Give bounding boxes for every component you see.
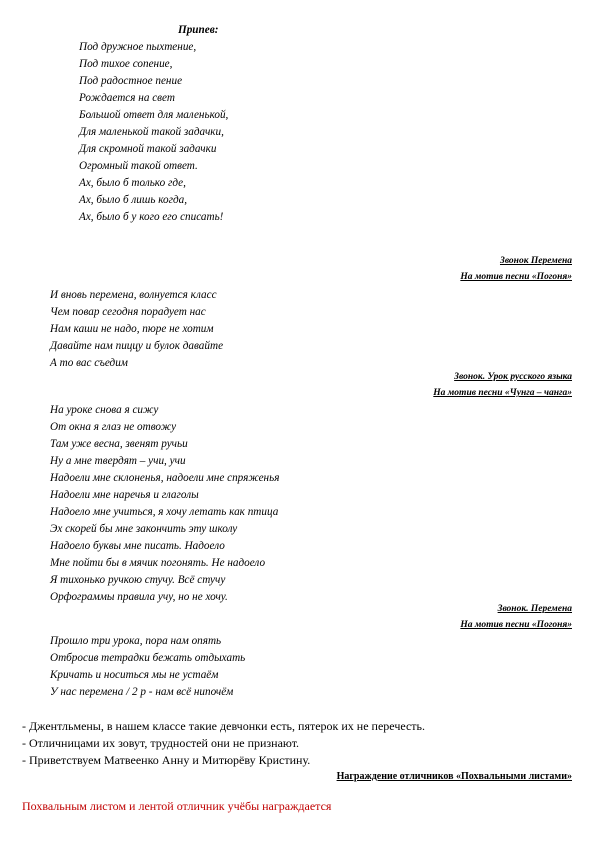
verse-line: У нас перемена / 2 р - нам всё нипочём — [50, 686, 234, 698]
section3-heading: Звонок. Перемена — [497, 604, 572, 614]
chorus-line: Для маленькой такой задачки, — [79, 126, 224, 138]
section2-lines — [50, 402, 279, 606]
chorus-lines — [79, 39, 228, 226]
verse-line: Прошло три урока, пора нам опять — [50, 635, 222, 647]
verse-line: Ну а мне твердят – учи, учи — [50, 455, 186, 467]
chorus-title: Припев: — [178, 24, 219, 36]
verse-line: Там уже весна, звенят ручьи — [50, 438, 188, 450]
award-heading: Награждение отличников «Похвальными листами» — [336, 771, 572, 782]
chorus-line: Большой ответ для маленькой, — [79, 109, 229, 121]
verse-line: Надоели мне наречья и глаголы — [50, 489, 199, 501]
dialogue-line: - Отличницами их зовут, трудностей они не признают. — [22, 736, 300, 750]
verse-line: Мне пойти бы в мячик погонять. Не надоело — [50, 557, 266, 569]
section3-lines — [50, 633, 245, 701]
chorus-line: Под тихое сопение, — [79, 58, 173, 70]
verse-line: Я тихонько ручкою стучу. Всё стучу — [50, 574, 226, 586]
verse-line: Чем повар сегодня порадует нас — [50, 306, 206, 318]
dialogue-lines — [22, 718, 425, 769]
section1-lines — [50, 287, 223, 372]
chorus-title-block — [178, 22, 218, 39]
chorus-line: Для скромной такой задачки — [79, 143, 217, 155]
section1-heading: Звонок Перемена — [499, 256, 572, 266]
chorus-line: Под дружное пыхтение, — [79, 41, 197, 53]
section3-subheading: На мотив песни «Погоня» — [460, 620, 572, 630]
chorus-line: Под радостное пение — [79, 75, 183, 87]
verse-line: Надоело буквы мне писать. Надоело — [50, 540, 225, 552]
chorus-line: Ах, было б лишь когда, — [79, 194, 188, 206]
section1-subheading: На мотив песни «Погоня» — [460, 272, 572, 282]
section2-heading: Звонок. Урок русского языка — [454, 372, 572, 382]
verse-line: Эх скорей бы мне закончить эту школу — [50, 523, 238, 535]
verse-line: Надоели мне склоненья, надоели мне спряженья — [50, 472, 280, 484]
dialogue-line: - Приветствуем Матвеенко Анну и Митюрёву Кристину. — [22, 753, 311, 767]
verse-line: Надоело мне учиться, я хочу летать как птица — [50, 506, 279, 518]
verse-line: От окна я глаз не отвожу — [50, 421, 177, 433]
verse-line: И вновь перемена, волнуется класс — [50, 289, 217, 301]
verse-line: Отбросив тетрадки бежать отдыхать — [50, 652, 246, 664]
verse-line: Давайте нам пиццу и булок давайте — [50, 340, 224, 352]
chorus-line: Рождается на свет — [79, 92, 175, 104]
verse-line: На уроке снова я сижу — [50, 404, 159, 416]
dialogue-line: - Джентльмены, в нашем классе такие девчонки есть, пятерок их не перечесть. — [22, 719, 426, 733]
verse-line: А то вас съедим — [50, 357, 128, 369]
chorus-line: Ах, было б у кого его списать! — [79, 211, 224, 223]
section2-subheading: На мотив песни «Чунга – чанга» — [433, 388, 572, 398]
verse-line: Кричать и носиться мы не устаём — [50, 669, 219, 681]
red-note: Похвальным листом и лентой отличник учёбы награждается — [22, 799, 332, 813]
verse-line: Нам каши не надо, пюре не хотим — [50, 323, 214, 335]
chorus-line: Огромный такой ответ. — [79, 160, 198, 172]
chorus-line: Ах, было б только где, — [79, 177, 186, 189]
verse-line: Орфограммы правила учу, но не хочу. — [50, 591, 228, 603]
